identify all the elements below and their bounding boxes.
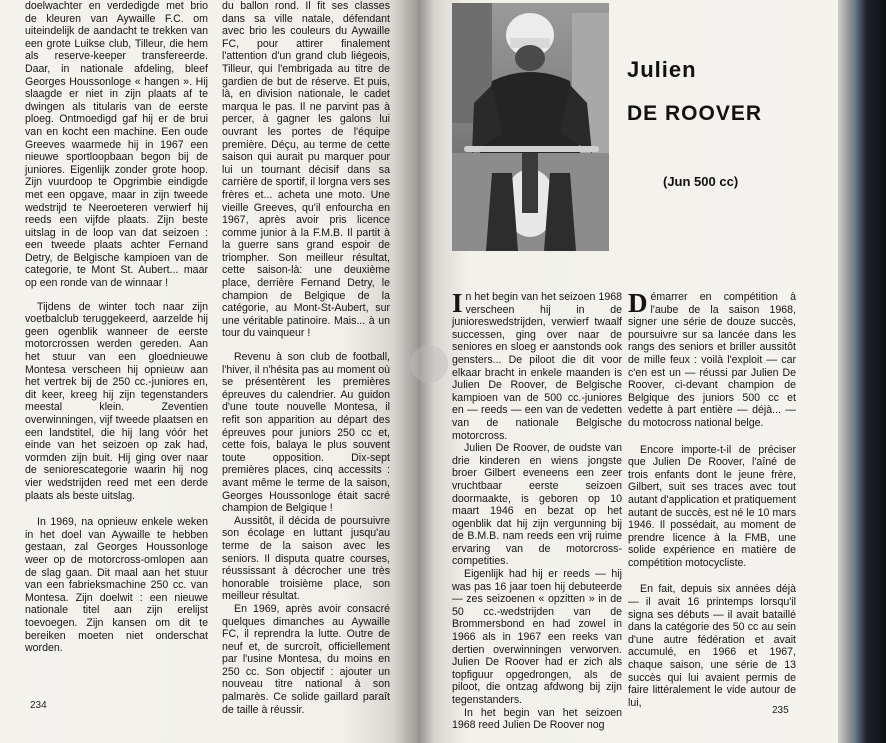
paragraph-text: émarrer en compétition à l'aube de la saison 1968, signer une série de douze succès, poursuivre sur sa lancée dans les rangs des seniors et briller aussitôt de mille feux : voilà l'exploit — car c'en est un — réussi par Julien De Roover, ci-devant champion de Belgique des juniors 500 cc et vedette à part entière — déjà... — du motocross national belge.: [628, 291, 796, 429]
paragraph: Eigenlijk had hij er reeds — hij was pas 16 jaar toen hij debuteerde — zes seizoenen « opzitten » in de 50 cc.-wedstrijden van de Brommersbond en had zowel in 1966 als in 1967 een reeks van dertien overwinningen verworven. Julien De Roover had er zich als topfiguur opgedrongen, als de piloot, die ontzag afdwong bij zijn tegenstanders.: [452, 568, 622, 706]
page-number: 235: [772, 705, 789, 716]
paragraph: In het begin van het seizoen 1968 reed Julien De Roover nog: [452, 706, 622, 732]
paragraph: Revenu à son club de football, l'hiver, il n'hésita pas au moment où se présentèrent les premières épreuves du calendrier. Au guidon d'une toute nouvelle Montesa, il refit son apparition au départ des épreuves pour juniors 250 cc et, cette fois, balaya le plus souvent toute opposition. Dix-sept premières places, cinq accessits : avant même le terme de la saison, Georges Houssonloge était sacré champion de Belgique !: [222, 351, 390, 515]
paragraph: Encore importe-t-il de préciser que Julien De Roover, l'aîné de trois enfants dont le jeune frère, Gilbert, suit ses traces avec tout autant d'application et pratiquement autant de succès, est né le 10 mars 1946. Il possédait, au moment de prendre licence à la FMB, une solide expérience en matière de compétition motocycliste.: [628, 443, 796, 569]
right-column-1: [452, 288, 622, 732]
paragraph: [628, 288, 796, 430]
paragraph: Tijdens de winter toch naar zijn voetbalclub teruggekeerd, aarzelde hij geen ogenblik wanneer de eerste motorcrossen werden gereden. Aan het stuur van een gloednieuwe Montesa verscheen hij opnieuw aan het vertrek bij de 250 cc.-juniores en, dit keer, kreeg hij zijn tegenstanders meestal klein. Zeventien overwinningen, vijf tweede plaatsen en een landstitel, die hij lang vóór het einde van het seizoen op zak had, vormden zijn buit. Hij ging over naar de seniorescategorie waarin hij nog vier wedstrijden reed met een derde plaats als beste uitslag.: [25, 300, 208, 502]
page-number: 234: [30, 700, 47, 711]
paragraph: [452, 288, 622, 442]
paragraph: doelwachter en verdedigde met brio de kleuren van Aywaille F.C. om uiteindelijk de aandacht te trekken van een grote Luikse club, Tilleur, die hem als reserve-keeper transfereerde. Daar, in nationale afdeling, bleef Georges Houssonloge « hangen ». Hij slaagde er niet in zijn plaats af te dwingen als titularis van de eerste ploeg. Ontmoedigd gaf hij er de brui van en kocht een machine. Een oude Greeves waarmede hij in 1967 een nieuwe sportloopbaan begon bij de juniores. Eigenlijk zonder grote hoop. Zijn vuurdoop te Opgrimbie eindigde met een opgave, maar in zijn tweede wedstrijd te Neeroeteren verwierf hij reeds een vijfde plaats. Zijn beste uitslag in de loop van dat seizoen : een tweede plaats achter Fernand Detry, de Belgische kampioen van de categorie, te Mont St. Aubert... maar op een ronde van de winnaar !: [25, 0, 208, 290]
library-stamp: [410, 345, 448, 383]
paragraph: Julien De Roover, de oudste van drie kinderen en wiens jongste broer Gilbert eveneens een zeer vruchtbaar eerste seizoen doormaakte, is geboren op 10 maart 1946 en bezat op het ogenblik dat hij zijn vergunning bij de B.M.B. nam reeds een vrij ruime ervaring van de motorcross-competities.: [452, 442, 622, 568]
paragraph-text: n het begin van het seizoen 1968 verscheen hij in de junioreswedstrijden, verwierf twaalf successen, ging over naar de seniores en sloeg er aanstonds ook gensters... De piloot die dit voor elkaar bracht in enkele maanden is Julien De Roover, de Belgische kampioen van de 500 cc.-juniores en — reeds — een van de vedetten van de nationale Belgische motorcross.: [452, 291, 622, 442]
left-column-2: [222, 0, 390, 716]
left-column-1: [25, 0, 208, 655]
drop-cap: I: [452, 288, 463, 318]
paragraph: du ballon rond. Il fit ses classes dans sa ville natale, défendant avec brio les couleurs du Aywaille FC, pour attirer finalement l'attention d'un grand club liégeois, Tilleur, qui l'embrigada au titre de gardien de but de réserve. Et puis, là, en division nationale, le cadet marqua le pas. Il ne parvint pas à percer, à gagner les galons lui ouvrant les portes de l'équipe première. Déçu, au terme de cette saison qui aurait pu marquer pour lui un tournant décisif dans sa carrière de sportif, il lorgna vers ses frères et... acheta une moto. Une vieille Greeves, qu'il enfourcha en 1967, après avoir pris licence comme junior à la F.M.B. Il partit à la guerre sans grand espoir de triompher. Son meilleur résultat, cette saison-là: une deuxième place, derrière Fernand Detry, le champion de Belgique de la catégorie, au Mont-St-Aubert, sur une véritable patinoire. Mais... à un tour du vainqueur !: [222, 0, 390, 340]
right-column-2: [628, 288, 796, 709]
rider-photo: [452, 3, 609, 251]
drop-cap: D: [628, 288, 648, 318]
paragraph: In 1969, na opnieuw enkele weken in het doel van Aywaille te hebben gestaan, zal Georges Houssonloge weer op de motorcross-omlopen aan de slag gaan. Dit maal aan het stuur van een fabrieksmachine 250 cc. van Montesa. Zijn doelwit : een nieuwe nationale titel aan zijn erelijst toevoegen. Zijn kansen om dit te bereiken moeten niet onderschat worden.: [25, 516, 208, 655]
rider-photo-image: [452, 3, 609, 251]
paragraph: En 1969, après avoir consacré quelques dimanches au Aywaille FC, il reprendra la lutte. Outre de neuf et, de surcroît, officiellement par l'usine Montesa, du moins en 250 cc. Son objectif : ajouter un nouveau titre national à son palmarès. Ce solide gaillard paraît de taille à réussir.: [222, 602, 390, 716]
paragraph: Aussitôt, il décida de poursuivre son écolage en luttant jusqu'au terme de la saison avec les seniors. Il disputa quatre courses, réussissant à décrocher une très honorable troisième place, son meilleur résultat.: [222, 514, 390, 603]
rider-category: (Jun 500 cc): [663, 174, 739, 189]
paragraph: En fait, depuis six années déjà — il avait 16 printemps lorsqu'il signa ses débuts — il avait bataillé dans la catégorie des 50 cc au sein d'une autre fédération et avait accumulé, en 1966 et 1967, chaque saison, une série de 13 succès qui lui avaient permis de faire littéralement le vide autour de lui,: [628, 583, 796, 709]
rider-first-name: Julien: [627, 57, 697, 82]
left-page: [0, 0, 418, 743]
book-edge: [838, 0, 886, 743]
rider-last-name: DE ROOVER: [627, 102, 763, 125]
